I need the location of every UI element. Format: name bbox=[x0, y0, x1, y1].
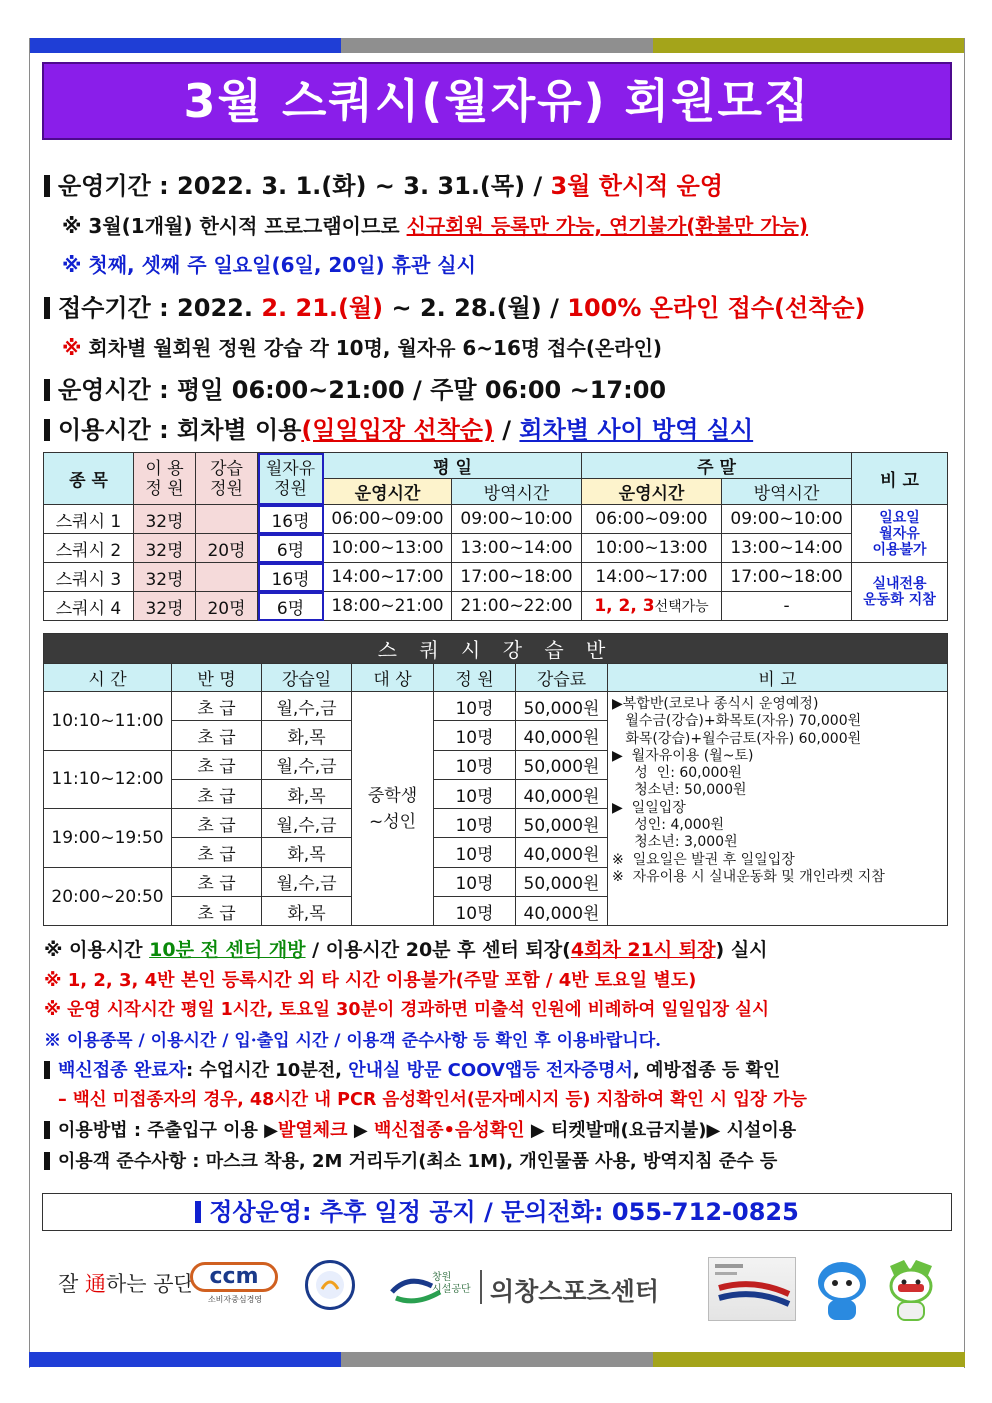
lesson-header-fee: 강습료 bbox=[516, 664, 608, 692]
bullet-bar bbox=[44, 1152, 50, 1170]
lesson-class: 초 급 bbox=[172, 779, 262, 808]
method-arrow: ▶ bbox=[347, 1120, 374, 1141]
row-name: 스쿼시 1 bbox=[44, 505, 134, 534]
facility-corp-logo bbox=[388, 1268, 688, 1312]
lesson-header-target: 대 상 bbox=[352, 664, 434, 692]
mascot-green bbox=[880, 1256, 942, 1324]
rule-check: ※ 이용종목 / 이용시간 / 입·출입 시간 / 이용객 준수사항 등 확인 후 이용바랍니다. bbox=[44, 1031, 662, 1051]
note-one-time bbox=[62, 210, 808, 239]
lesson-time: 10:10~11:00 bbox=[44, 692, 172, 751]
row-capacity: 32명 bbox=[134, 592, 196, 621]
reception-text: 접수기간 : 2022. bbox=[58, 294, 262, 322]
row-weekday-op: 06:00~09:00 bbox=[324, 505, 452, 534]
header-weekday-disinfect: 방역시간 bbox=[452, 479, 582, 505]
lesson-days: 화,목 bbox=[262, 838, 352, 867]
ccm-sub: 소비자중심경영 bbox=[207, 1295, 263, 1304]
ccm-logo bbox=[190, 1262, 280, 1306]
bullet-bar bbox=[44, 175, 50, 197]
row-capacity: 32명 bbox=[134, 505, 196, 534]
reception-period bbox=[44, 288, 866, 323]
table-row bbox=[44, 592, 948, 621]
lesson-fee: 50,000원 bbox=[516, 692, 608, 721]
rule1-red: 4회차 21시 퇴장 bbox=[570, 939, 716, 961]
operating-hours bbox=[44, 370, 666, 405]
row-name: 스쿼시 3 bbox=[44, 563, 134, 592]
contact-box bbox=[42, 1193, 952, 1231]
row-weekend-op: 10:00~13:00 bbox=[582, 534, 722, 563]
rule1-text: ※ 이용시간 bbox=[44, 939, 150, 961]
lesson-class: 초 급 bbox=[172, 897, 262, 926]
row-weekend-disinfect: 09:00~10:00 bbox=[722, 505, 852, 534]
row-name: 스쿼시 4 bbox=[44, 592, 134, 621]
lesson-days: 화,목 bbox=[262, 779, 352, 808]
bullet-bar bbox=[44, 1061, 50, 1079]
corp-small-text: 창원 시설공단 bbox=[432, 1272, 471, 1295]
row-weekday-disinfect: 21:00~22:00 bbox=[452, 592, 582, 621]
lesson-fee: 40,000원 bbox=[516, 721, 608, 750]
lesson-fee: 40,000원 bbox=[516, 779, 608, 808]
usage-sep: / bbox=[493, 416, 520, 444]
ccm-text: ccm bbox=[190, 1262, 278, 1292]
lesson-row bbox=[44, 692, 948, 721]
row-weekend-disinfect: 17:00~18:00 bbox=[722, 563, 852, 592]
header-weekend-op: 운영시간 bbox=[582, 479, 722, 505]
row-free: 6명 bbox=[258, 592, 324, 621]
bullet-bar bbox=[195, 1201, 201, 1223]
lesson-header-note: 비 고 bbox=[608, 664, 948, 692]
lesson-class: 초 급 bbox=[172, 692, 262, 721]
row-weekend-op bbox=[582, 592, 722, 621]
header-weekend-disinfect: 방역시간 bbox=[722, 479, 852, 505]
lesson-header-days: 강습일 bbox=[262, 664, 352, 692]
schedule-table bbox=[43, 452, 948, 621]
operation-period-text: 운영기간 : 2022. 3. 1.(화) ~ 3. 31.(목) / bbox=[58, 172, 551, 200]
bullet-bar bbox=[44, 1121, 50, 1139]
row-lesson: 20명 bbox=[196, 592, 258, 621]
note-shoes: 실내전용 운동화 지참 bbox=[852, 563, 948, 621]
slogan-b: 通 bbox=[84, 1272, 106, 1296]
operation-period-highlight: 3월 한시적 운영 bbox=[550, 172, 724, 200]
table-row bbox=[44, 563, 948, 592]
usage-method bbox=[44, 1116, 796, 1142]
mascot-blue-icon bbox=[812, 1258, 872, 1324]
method-fever: 발열체크 bbox=[278, 1120, 348, 1141]
lesson-fee: 50,000원 bbox=[516, 809, 608, 838]
row-weekend-disinfect: 13:00~14:00 bbox=[722, 534, 852, 563]
vaccine-line bbox=[44, 1056, 780, 1082]
rule1-green: 10분 전 센터 개방 bbox=[149, 939, 306, 961]
bullet-bar bbox=[44, 419, 50, 441]
header-weekday: 평 일 bbox=[324, 453, 582, 479]
rule1-text-2: / 이용시간 20분 후 센터 퇴장( bbox=[305, 939, 571, 961]
vaccine-text-2: , 예방접종 등 확인 bbox=[632, 1060, 781, 1081]
note-closure: ※ 첫째, 셋째 주 일요일(6일, 20일) 휴관 실시 bbox=[62, 253, 476, 277]
customer-rules bbox=[44, 1147, 777, 1173]
row-weekend-op: 14:00~17:00 bbox=[582, 563, 722, 592]
usage-text: 이용시간 : 회차별 이용 bbox=[58, 416, 302, 444]
header-lesson-capacity: 강습 정원 bbox=[196, 453, 258, 505]
lesson-days: 월,수,금 bbox=[262, 809, 352, 838]
lesson-days: 월,수,금 bbox=[262, 867, 352, 896]
header-capacity: 이 용 정 원 bbox=[134, 453, 196, 505]
bullet-bar bbox=[44, 297, 50, 319]
usage-red: (일일입장 선착순) bbox=[301, 416, 494, 444]
lesson-fee: 40,000원 bbox=[516, 838, 608, 867]
table-row bbox=[44, 505, 948, 534]
note-sunday: 일요일 월자유 이용불가 bbox=[852, 505, 948, 563]
row-lesson: 20명 bbox=[196, 534, 258, 563]
lesson-target: 중학생 ~성인 bbox=[352, 692, 434, 926]
weekend-choice-red: 1, 2, 3 bbox=[594, 596, 655, 616]
customer-rules-text: 이용객 준수사항 : 마스크 착용, 2M 거리두기(최소 1M), 개인물품 사용, 방역지침 준수 등 bbox=[58, 1151, 778, 1172]
header-weekend: 주 말 bbox=[582, 453, 852, 479]
lesson-header-time: 시 간 bbox=[44, 664, 172, 692]
lesson-class: 초 급 bbox=[172, 721, 262, 750]
operating-hours-text: 운영시간 : 평일 06:00~21:00 / 주말 06:00 ~17:00 bbox=[58, 376, 667, 404]
lesson-capacity: 10명 bbox=[434, 721, 516, 750]
lesson-fee: 50,000원 bbox=[516, 867, 608, 896]
logo-divider bbox=[480, 1270, 482, 1304]
reception-highlight: 100% 온라인 접수(선착순) bbox=[567, 294, 866, 322]
usage-blue: 회차별 사이 방역 실시 bbox=[519, 416, 754, 444]
row-free: 16명 bbox=[258, 505, 324, 534]
lesson-note: ▶복합반(코로나 종식시 운영예정) 월수금(강습)+화목토(자유) 70,000원 화목(강습)+월수금토(자유) 60,000원 ▶ 월자유이용 (월~토) 성 인: 60,000원 청소년: 50,000원 ▶ 일일입장 성인: 4,000원 청소년: 3,000원 ※ 일요일은 발권 후 일일입장 ※ 자유이용 시 실내운동화 및 개인라켓 지참 bbox=[608, 692, 948, 926]
note-capacity-text: 회차별 월회원 정원 강습 각 10명, 월자유 6~16명 접수(온라인) bbox=[81, 336, 663, 360]
lesson-days: 월,수,금 bbox=[262, 692, 352, 721]
rule-no-show: ※ 운영 시작시간 평일 1시간, 토요일 30분이 경과하면 미출석 인원에 비례하여 일일입장 실시 bbox=[44, 1000, 769, 1020]
lesson-capacity: 10명 bbox=[434, 809, 516, 838]
bullet-bar bbox=[44, 379, 50, 401]
usage-hours bbox=[44, 410, 753, 445]
slogan-c: 하는 공단 bbox=[105, 1272, 194, 1296]
row-lesson bbox=[196, 563, 258, 592]
vaccine-label: 백신접종 완료자 bbox=[58, 1060, 186, 1081]
note-one-time-highlight: 신규회원 등록만 가능, 연기불가(환불만 가능) bbox=[406, 214, 809, 238]
lesson-time: 11:10~12:00 bbox=[44, 750, 172, 809]
lesson-fee: 50,000원 bbox=[516, 750, 608, 779]
method-text-2: ▶ 티켓발매(요금지불)▶ 시설이용 bbox=[524, 1120, 797, 1141]
lesson-header-class: 반 명 bbox=[172, 664, 262, 692]
certificate-icon bbox=[709, 1258, 795, 1320]
vaccine-text: : 수업시간 10분전, bbox=[185, 1060, 349, 1081]
row-weekday-op: 18:00~21:00 bbox=[324, 592, 452, 621]
human-rights-icon bbox=[308, 1263, 352, 1307]
lesson-class: 초 급 bbox=[172, 838, 262, 867]
slogan bbox=[58, 1268, 194, 1298]
row-free: 6명 bbox=[258, 534, 324, 563]
note-capacity bbox=[62, 332, 662, 361]
row-weekday-op: 10:00~13:00 bbox=[324, 534, 452, 563]
lesson-capacity: 10명 bbox=[434, 692, 516, 721]
lesson-time: 20:00~20:50 bbox=[44, 867, 172, 926]
row-free: 16명 bbox=[258, 563, 324, 592]
table-row bbox=[44, 534, 948, 563]
lesson-capacity: 10명 bbox=[434, 867, 516, 896]
method-vaccine: 백신접종•음성확인 bbox=[373, 1120, 525, 1141]
lesson-days: 화,목 bbox=[262, 721, 352, 750]
rule-registered-time: ※ 1, 2, 3, 4반 본인 등록시간 외 타 시간 이용불가(주말 포함 / 4반 토요일 별도) bbox=[44, 970, 697, 991]
header-free-capacity: 월자유 정원 bbox=[258, 453, 324, 505]
lesson-capacity: 10명 bbox=[434, 750, 516, 779]
reception-start-date: 2. 21.(월) bbox=[261, 294, 384, 322]
operation-period bbox=[44, 166, 723, 201]
lesson-class: 초 급 bbox=[172, 809, 262, 838]
slogan-a: 잘 bbox=[58, 1272, 85, 1296]
row-name: 스쿼시 2 bbox=[44, 534, 134, 563]
row-weekend-op: 06:00~09:00 bbox=[582, 505, 722, 534]
lesson-table bbox=[43, 633, 948, 926]
lesson-days: 월,수,금 bbox=[262, 750, 352, 779]
human-rights-logo bbox=[305, 1260, 355, 1310]
row-capacity: 32명 bbox=[134, 534, 196, 563]
row-weekday-disinfect: 09:00~10:00 bbox=[452, 505, 582, 534]
row-weekday-disinfect: 17:00~18:00 bbox=[452, 563, 582, 592]
vaccine-blue: 안내실 방문 COOV앱등 전자증명서 bbox=[348, 1060, 633, 1081]
rule1-text-3: ) 실시 bbox=[715, 939, 768, 961]
lesson-time: 19:00~19:50 bbox=[44, 809, 172, 868]
lesson-capacity: 10명 bbox=[434, 779, 516, 808]
row-weekday-disinfect: 13:00~14:00 bbox=[452, 534, 582, 563]
bottom-color-bar bbox=[29, 1352, 965, 1367]
lesson-header-capacity: 정 원 bbox=[434, 664, 516, 692]
note-mark: ※ bbox=[62, 336, 82, 360]
reception-text-2: ~ 2. 28.(월) / bbox=[383, 294, 568, 322]
row-lesson bbox=[196, 505, 258, 534]
certificate-logo bbox=[708, 1257, 796, 1321]
lesson-class: 초 급 bbox=[172, 750, 262, 779]
header-note: 비 고 bbox=[852, 453, 948, 505]
vaccine-unvaccinated: – 백신 미접종자의 경우, 48시간 내 PCR 음성확인서(문자메시지 등) 지참하여 확인 시 입장 가능 bbox=[58, 1090, 807, 1110]
lesson-capacity: 10명 bbox=[434, 897, 516, 926]
note-one-time-text: ※ 3월(1개월) 한시적 프로그램이므로 bbox=[62, 214, 407, 238]
header-item: 종 목 bbox=[44, 453, 134, 505]
row-weekday-op: 14:00~17:00 bbox=[324, 563, 452, 592]
lesson-fee: 40,000원 bbox=[516, 897, 608, 926]
mascot-blue bbox=[812, 1258, 872, 1324]
mascot-green-icon bbox=[880, 1256, 942, 1324]
method-text: 이용방법 : 주출입구 이용 ▶ bbox=[58, 1120, 278, 1141]
lesson-capacity: 10명 bbox=[434, 838, 516, 867]
lesson-table-title: 스 쿼 시 강 습 반 bbox=[44, 634, 948, 664]
weekend-choice-text: 선택가능 bbox=[654, 599, 709, 615]
row-capacity: 32명 bbox=[134, 563, 196, 592]
rule-open-close bbox=[44, 935, 768, 962]
header-weekday-op: 운영시간 bbox=[324, 479, 452, 505]
lesson-days: 화,목 bbox=[262, 897, 352, 926]
contact-text: 정상운영: 추후 일정 공지 / 문의전화: 055-712-0825 bbox=[209, 1198, 799, 1226]
lesson-class: 초 급 bbox=[172, 867, 262, 896]
center-name: 의창스포츠센터 bbox=[490, 1277, 660, 1306]
row-weekend-disinfect: - bbox=[722, 592, 852, 621]
page-title: 3월 스쿼시(월자유) 회원모집 bbox=[42, 62, 952, 140]
